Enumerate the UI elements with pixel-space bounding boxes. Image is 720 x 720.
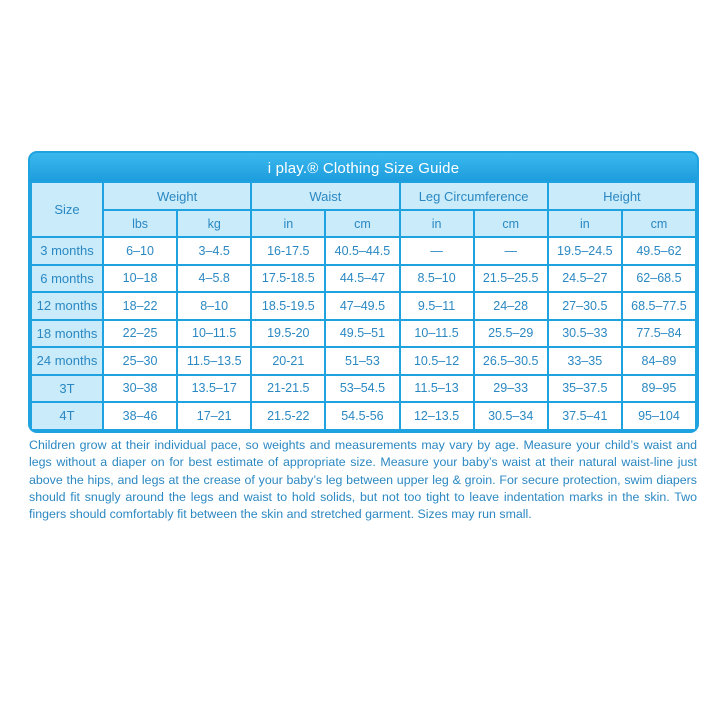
unit-header: in: [252, 211, 324, 236]
size-label: 4T: [32, 403, 102, 429]
table-cell: 6–10: [104, 238, 176, 264]
table-cell: 84–89: [623, 348, 695, 374]
table-cell: 18–22: [104, 293, 176, 319]
table-cell: 35–37.5: [549, 376, 621, 402]
table-cell: 13.5–17: [178, 376, 250, 402]
sizing-note-text: Children grow at their individual pace, so weights and measurements may vary by age. Measure your child’s waist and legs without a diaper on for best estimate of appropriate size. Measure your baby’s waist at their natural waist-line just above the hips, and legs at the crease of your baby’s leg between upper leg & groin. For secure protection, swim diapers should fit snugly around the legs and waist to hold solids, but not too tight to leave indentation marks in the skin. Two fingers should comfortably fit between the skin and stretched garment. Sizes may run small.: [29, 438, 697, 522]
table-cell: 25.5–29: [475, 321, 547, 347]
table-cell: 21.5–25.5: [475, 266, 547, 292]
table-cell: 20-21: [252, 348, 324, 374]
table-cell: 11.5–13.5: [178, 348, 250, 374]
size-label: 3T: [32, 376, 102, 402]
height-group-header: Height: [549, 183, 695, 209]
size-label: 3 months: [32, 238, 102, 264]
table-cell: 10–18: [104, 266, 176, 292]
table-cell: 40.5–44.5: [326, 238, 398, 264]
table-row: [32, 321, 695, 347]
unit-header: in: [401, 211, 473, 236]
table-cell: 19.5-20: [252, 321, 324, 347]
table-cell: 51–53: [326, 348, 398, 374]
table-cell: 10.5–12: [401, 348, 473, 374]
size-guide-table-panel: [28, 151, 699, 433]
table-row: [32, 403, 695, 429]
table-cell: 3–4.5: [178, 238, 250, 264]
table-cell: 38–46: [104, 403, 176, 429]
table-cell: 18.5-19.5: [252, 293, 324, 319]
table-cell: 33–35: [549, 348, 621, 374]
table-cell: 89–95: [623, 376, 695, 402]
table-cell: 17–21: [178, 403, 250, 429]
table-cell: 21-21.5: [252, 376, 324, 402]
table-cell: 8–10: [178, 293, 250, 319]
table-row: [32, 266, 695, 292]
unit-header: in: [549, 211, 621, 236]
table-cell: 47–49.5: [326, 293, 398, 319]
unit-header: lbs: [104, 211, 176, 236]
table-cell: 29–33: [475, 376, 547, 402]
unit-header: cm: [326, 211, 398, 236]
table-cell: 49.5–51: [326, 321, 398, 347]
table-cell: 77.5–84: [623, 321, 695, 347]
table-cell: 12–13.5: [401, 403, 473, 429]
table-cell: 62–68.5: [623, 266, 695, 292]
size-column-header: Size: [32, 183, 102, 236]
size-table: [30, 181, 697, 431]
table-cell: 49.5–62: [623, 238, 695, 264]
table-cell: 68.5–77.5: [623, 293, 695, 319]
table-cell: 10–11.5: [401, 321, 473, 347]
table-cell: 95–104: [623, 403, 695, 429]
table-cell: 22–25: [104, 321, 176, 347]
table-cell: 24.5–27: [549, 266, 621, 292]
table-cell: 27–30.5: [549, 293, 621, 319]
sizing-note: [29, 437, 697, 523]
table-cell: 8.5–10: [401, 266, 473, 292]
table-cell: 4–5.8: [178, 266, 250, 292]
size-label: 18 months: [32, 321, 102, 347]
table-cell: 9.5–11: [401, 293, 473, 319]
table-cell: —: [401, 238, 473, 264]
unit-header: cm: [475, 211, 547, 236]
leg-circumference-group-header: Leg Circumference: [401, 183, 547, 209]
table-cell: 30.5–33: [549, 321, 621, 347]
table-cell: 30–38: [104, 376, 176, 402]
size-label: 12 months: [32, 293, 102, 319]
unit-header: kg: [178, 211, 250, 236]
table-cell: 25–30: [104, 348, 176, 374]
table-cell: 53–54.5: [326, 376, 398, 402]
table-row: [32, 376, 695, 402]
table-row: [32, 238, 695, 264]
table-row: [32, 293, 695, 319]
table-cell: 21.5-22: [252, 403, 324, 429]
size-label: 24 months: [32, 348, 102, 374]
unit-header-row: [32, 211, 695, 236]
table-title: i play.® Clothing Size Guide: [30, 153, 697, 183]
table-cell: 44.5–47: [326, 266, 398, 292]
table-cell: 10–11.5: [178, 321, 250, 347]
table-cell: 30.5–34: [475, 403, 547, 429]
table-cell: 11.5–13: [401, 376, 473, 402]
table-cell: 19.5–24.5: [549, 238, 621, 264]
table-cell: —: [475, 238, 547, 264]
size-label: 6 months: [32, 266, 102, 292]
waist-group-header: Waist: [252, 183, 398, 209]
table-row: [32, 348, 695, 374]
table-cell: 17.5-18.5: [252, 266, 324, 292]
table-cell: 16-17.5: [252, 238, 324, 264]
table-cell: 54.5-56: [326, 403, 398, 429]
table-cell: 24–28: [475, 293, 547, 319]
table-cell: 26.5–30.5: [475, 348, 547, 374]
weight-group-header: Weight: [104, 183, 250, 209]
unit-header: cm: [623, 211, 695, 236]
table-cell: 37.5–41: [549, 403, 621, 429]
